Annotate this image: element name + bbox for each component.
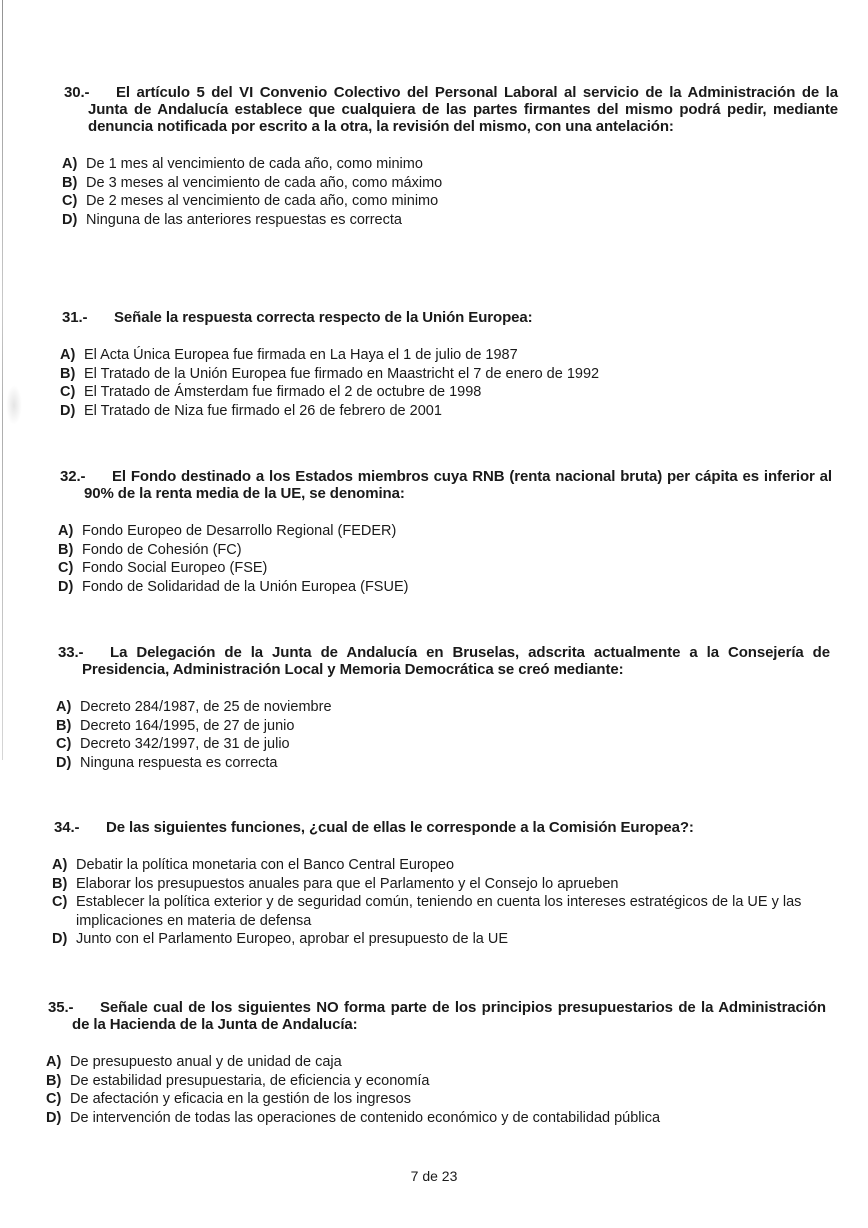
option-b[interactable] (62, 174, 838, 193)
option-letter: B) (60, 365, 76, 382)
question-33 (58, 644, 830, 772)
option-c[interactable] (52, 893, 828, 930)
question-31 (62, 309, 782, 420)
option-letter: A) (58, 523, 74, 539)
option-text: De intervención de todas las operaciones de contenido económico y de contabilidad pública (70, 1109, 661, 1126)
question-number: 32.- (60, 468, 86, 485)
option-d[interactable] (56, 754, 830, 773)
question-text: Señale cual de los siguientes NO forma parte de los principios presupuestarios de la Administración de la Hacienda de la Junta de Andalucía: (72, 999, 826, 1033)
page-number: 7 de 23 (410, 1168, 458, 1184)
option-text: De afectación y eficacia en la gestión de los ingresos (70, 1091, 411, 1107)
option-letter: D) (46, 1109, 62, 1126)
option-d[interactable] (46, 1109, 826, 1128)
question-34 (54, 819, 828, 949)
question-number: 35.- (48, 999, 74, 1016)
question-32 (60, 468, 832, 596)
question-stem (64, 84, 838, 135)
option-b[interactable] (52, 875, 828, 894)
option-a[interactable] (46, 1053, 826, 1072)
option-d[interactable] (52, 930, 828, 949)
option-text: De 3 meses al vencimiento de cada año, como máximo (86, 174, 443, 191)
option-d[interactable] (60, 402, 782, 421)
option-letter: D) (52, 931, 68, 947)
option-text: El Tratado de Niza fue firmado el 26 de febrero de 2001 (84, 402, 442, 419)
question-stem (60, 468, 832, 502)
question-35 (48, 999, 826, 1127)
option-text: Decreto 284/1987, de 25 de noviembre (80, 699, 332, 715)
option-letter: B) (58, 541, 74, 558)
answer-options (46, 1053, 826, 1127)
option-letter: A) (60, 347, 76, 363)
option-letter: B) (56, 717, 72, 734)
scan-edge-line (2, 0, 3, 760)
option-letter: C) (62, 193, 78, 209)
option-letter: B) (46, 1072, 62, 1089)
option-a[interactable] (60, 346, 782, 365)
option-b[interactable] (58, 541, 832, 560)
option-letter: C) (60, 384, 76, 400)
option-a[interactable] (62, 155, 838, 174)
option-text: El Acta Única Europea fue firmada en La Haya el 1 de julio de 1987 (84, 347, 518, 363)
option-b[interactable] (46, 1072, 826, 1091)
option-letter: A) (62, 156, 78, 172)
option-letter: C) (56, 736, 72, 752)
option-letter: B) (62, 174, 78, 191)
option-letter: D) (62, 211, 78, 228)
option-b[interactable] (60, 365, 782, 384)
option-text: Establecer la política exterior y de seguridad común, teniendo en cuenta los intereses estratégicos de la UE y las implicaciones en materia de defensa (76, 894, 802, 929)
question-stem (62, 309, 782, 326)
option-c[interactable] (58, 559, 832, 578)
option-text: Elaborar los presupuestos anuales para que el Parlamento y el Consejo lo aprueben (76, 875, 619, 892)
option-letter: D) (58, 578, 74, 595)
option-letter: C) (46, 1091, 62, 1107)
option-letter: A) (52, 857, 68, 873)
option-b[interactable] (56, 717, 830, 736)
question-text: El Fondo destinado a los Estados miembros cuya RNB (renta nacional bruta) per cápita es inferior al 90% de la renta media de la UE, se denomina: (84, 468, 832, 502)
question-stem (58, 644, 830, 678)
option-text: El Tratado de la Unión Europea fue firmado en Maastricht el 7 de enero de 1992 (84, 365, 600, 382)
option-text: Fondo Social Europeo (FSE) (82, 560, 268, 576)
option-d[interactable] (58, 578, 832, 597)
scan-smudge (6, 385, 22, 425)
option-letter: C) (52, 894, 68, 910)
option-d[interactable] (62, 211, 838, 230)
answer-options (56, 698, 830, 772)
option-text: Decreto 342/1997, de 31 de julio (80, 736, 290, 752)
question-stem (48, 999, 826, 1033)
option-letter: A) (56, 699, 72, 715)
option-text: Fondo Europeo de Desarrollo Regional (FEDER) (82, 523, 397, 539)
option-text: Ninguna de las anteriores respuestas es correcta (86, 211, 402, 228)
question-text: El artículo 5 del VI Convenio Colectivo del Personal Laboral al servicio de la Administración de la Junta de Andalucía establece que cualquiera de las partes firmantes del mismo podrá pedir, mediante denuncia notificada por escrito a la otra, la revisión del mismo, con una antelación: (88, 84, 838, 135)
question-text: Señale la respuesta correcta respecto de la Unión Europea: (114, 309, 533, 326)
option-text: El Tratado de Ámsterdam fue firmado el 2 de octubre de 1998 (84, 384, 482, 400)
option-a[interactable] (58, 522, 832, 541)
question-number: 33.- (58, 644, 84, 661)
answer-options (58, 522, 832, 596)
question-number: 30.- (64, 84, 90, 101)
option-c[interactable] (62, 192, 838, 211)
option-letter: D) (56, 754, 72, 771)
question-30 (64, 84, 838, 229)
option-c[interactable] (60, 383, 782, 402)
option-text: De 1 mes al vencimiento de cada año, como minimo (86, 156, 423, 172)
option-text: Decreto 164/1995, de 27 de junio (80, 717, 295, 734)
option-letter: A) (46, 1054, 62, 1070)
option-letter: C) (58, 560, 74, 576)
option-letter: B) (52, 875, 68, 892)
option-text: Fondo de Solidaridad de la Unión Europea (FSUE) (82, 578, 409, 595)
option-letter: D) (60, 402, 76, 419)
option-c[interactable] (56, 735, 830, 754)
option-c[interactable] (46, 1090, 826, 1109)
option-a[interactable] (52, 856, 828, 875)
option-text: De presupuesto anual y de unidad de caja (70, 1054, 342, 1070)
question-number: 31.- (62, 309, 88, 326)
question-number: 34.- (54, 819, 80, 836)
question-text: La Delegación de la Junta de Andalucía en Bruselas, adscrita actualmente a la Consejería de Presidencia, Administración Local y Memoria Democrática se creó mediante: (82, 644, 830, 678)
option-text: Debatir la política monetaria con el Banco Central Europeo (76, 857, 455, 873)
option-text: Junto con el Parlamento Europeo, aprobar el presupuesto de la UE (76, 931, 509, 947)
answer-options (60, 346, 782, 420)
question-text: De las siguientes funciones, ¿cual de ellas le corresponde a la Comisión Europea?: (106, 819, 694, 836)
option-text: Ninguna respuesta es correcta (80, 754, 278, 771)
question-stem (54, 819, 828, 836)
option-text: De estabilidad presupuestaria, de eficiencia y economía (70, 1072, 430, 1089)
answer-options (52, 856, 828, 949)
option-text: De 2 meses al vencimiento de cada año, como minimo (86, 193, 439, 209)
option-text: Fondo de Cohesión (FC) (82, 541, 242, 558)
answer-options (62, 155, 838, 229)
option-a[interactable] (56, 698, 830, 717)
